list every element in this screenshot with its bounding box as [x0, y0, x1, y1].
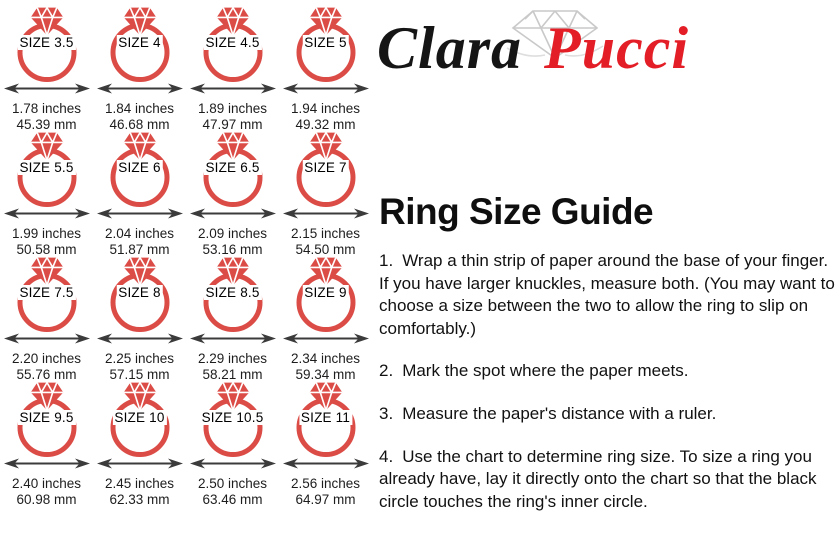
ring-illustration: [96, 381, 184, 457]
diamond-icon: [121, 381, 158, 412]
ring-inches: 2.45 inches: [104, 476, 175, 491]
diameter-arrow-icon: [97, 332, 183, 345]
guide-panel: [377, 0, 835, 511]
ring-illustration: [96, 256, 184, 332]
ring-measurements: [291, 101, 360, 132]
ring-mm: 45.39 mm: [16, 116, 77, 132]
diameter-arrow-icon: [283, 82, 369, 95]
diameter-arrow-icon: [97, 207, 183, 220]
ring-size-cell: [0, 131, 93, 257]
ring-mm: 50.58 mm: [16, 241, 77, 257]
ring-mm: 47.97 mm: [202, 116, 263, 132]
ring-size-label: SIZE 11: [300, 410, 351, 425]
ring-measurements: [12, 351, 81, 382]
ring-measurements: [291, 351, 360, 382]
ring-inches: 2.50 inches: [197, 476, 268, 491]
diameter-arrow-icon: [4, 332, 90, 345]
ring-illustration: [282, 6, 370, 82]
ring-size-label: SIZE 5.5: [19, 160, 74, 175]
ring-inches: 2.20 inches: [11, 351, 82, 366]
ring-inches: 1.94 inches: [290, 101, 361, 116]
ring-size-label: SIZE 10.5: [201, 410, 264, 425]
diameter-arrow-icon: [4, 82, 90, 95]
ring-size-cell: [186, 256, 279, 382]
ring-size-label: SIZE 7.5: [19, 285, 74, 300]
ring-size-label: SIZE 10: [114, 410, 165, 425]
diamond-icon: [307, 381, 344, 412]
ring-mm: 60.98 mm: [16, 491, 77, 507]
step-number: 3.: [379, 404, 394, 424]
diameter-arrow-icon: [283, 332, 369, 345]
ring-inches: 2.34 inches: [290, 351, 361, 366]
step-number: 2.: [379, 361, 394, 381]
ring-size-cell: [279, 256, 372, 382]
ring-measurements: [291, 476, 360, 507]
diameter-arrow-icon: [190, 457, 276, 470]
ring-size-label: SIZE 4: [118, 35, 161, 50]
instruction-step: [379, 250, 835, 340]
brand-name-first: Clara: [377, 15, 523, 81]
diameter-arrow-icon: [4, 207, 90, 220]
ring-illustration: [189, 6, 277, 82]
ring-inches: 1.84 inches: [104, 101, 175, 116]
ring-size-label: SIZE 6: [118, 160, 161, 175]
ring-size-label: SIZE 7: [304, 160, 347, 175]
ring-illustration: [189, 381, 277, 457]
diamond-icon: [121, 6, 158, 37]
ring-mm: 63.46 mm: [202, 491, 263, 507]
ring-mm: 55.76 mm: [16, 366, 77, 382]
ring-size-cell: [93, 131, 186, 257]
ring-size-label: SIZE 5: [304, 35, 347, 50]
diamond-icon: [307, 6, 344, 37]
diamond-icon: [307, 131, 344, 162]
ring-mm: 58.21 mm: [202, 366, 263, 382]
ring-measurements: [105, 226, 174, 257]
diamond-icon: [307, 256, 344, 287]
ring-size-label: SIZE 9.5: [19, 410, 74, 425]
ring-illustration: [3, 381, 91, 457]
diamond-icon: [121, 256, 158, 287]
ring-measurements: [105, 476, 174, 507]
diamond-icon: [214, 6, 251, 37]
ring-measurements: [198, 101, 267, 132]
brand-logo: [377, 0, 835, 110]
ring-measurements: [198, 476, 267, 507]
ring-size-grid: [0, 6, 374, 507]
ring-size-cell: [186, 6, 279, 132]
ring-illustration: [189, 131, 277, 207]
step-number: 1.: [379, 251, 394, 270]
ring-mm: 53.16 mm: [202, 241, 263, 257]
diameter-arrow-icon: [190, 332, 276, 345]
diamond-icon: [121, 131, 158, 162]
ring-mm: 62.33 mm: [109, 491, 170, 507]
ring-size-cell: [93, 381, 186, 507]
ring-measurements: [198, 351, 267, 382]
diameter-arrow-icon: [4, 457, 90, 470]
ring-illustration: [3, 6, 91, 82]
instruction-list: [379, 250, 835, 533]
ring-inches: 1.78 inches: [11, 101, 82, 116]
ring-size-cell: [0, 256, 93, 382]
diamond-icon: [28, 256, 65, 287]
ring-measurements: [12, 226, 81, 257]
ring-illustration: [96, 131, 184, 207]
ring-size-cell: [186, 131, 279, 257]
ring-mm: 64.97 mm: [295, 491, 356, 507]
diamond-icon: [214, 131, 251, 162]
ring-size-label: SIZE 9: [304, 285, 347, 300]
ring-size-cell: [279, 381, 372, 507]
instruction-step: [379, 360, 835, 383]
ring-illustration: [282, 381, 370, 457]
ring-measurements: [12, 476, 81, 507]
ring-size-cell: [279, 6, 372, 132]
brand-name-second: Pucci: [544, 15, 689, 81]
ring-size-cell: [0, 381, 93, 507]
ring-size-cell: [279, 131, 372, 257]
ring-size-cell: [93, 256, 186, 382]
ring-inches: 1.89 inches: [197, 101, 268, 116]
step-text: Use the chart to determine ring size. To size a ring you already have, lay it directly onto the chart so that the black circle touches the ring's inner circle.: [379, 446, 817, 511]
ring-inches: 1.99 inches: [11, 226, 82, 241]
diameter-arrow-icon: [283, 457, 369, 470]
ring-illustration: [189, 256, 277, 332]
step-text: Wrap a thin strip of paper around the base of your finger. If you have larger knuckles, measure both. (You may want to choose a size between the two to allow the ring to slip on comfortably.): [379, 251, 835, 338]
ring-inches: 2.09 inches: [197, 226, 268, 241]
step-text: Mark the spot where the paper meets.: [402, 361, 689, 381]
ring-illustration: [3, 131, 91, 207]
ring-size-label: SIZE 8: [118, 285, 161, 300]
diameter-arrow-icon: [283, 207, 369, 220]
ring-inches: 2.15 inches: [290, 226, 361, 241]
ring-inches: 2.29 inches: [197, 351, 268, 366]
diamond-icon: [214, 256, 251, 287]
ring-illustration: [282, 131, 370, 207]
ring-measurements: [198, 226, 267, 257]
ring-measurements: [12, 101, 81, 132]
diameter-arrow-icon: [190, 82, 276, 95]
ring-illustration: [3, 256, 91, 332]
ring-size-label: SIZE 8.5: [205, 285, 260, 300]
diamond-icon: [28, 6, 65, 37]
diamond-icon: [28, 131, 65, 162]
diamond-icon: [214, 381, 251, 412]
ring-size-cell: [0, 6, 93, 132]
ring-size-label: SIZE 6.5: [205, 160, 260, 175]
ring-size-label: SIZE 4.5: [205, 35, 260, 50]
ring-inches: 2.40 inches: [11, 476, 82, 491]
ring-mm: 49.32 mm: [295, 116, 356, 132]
step-number: 4.: [379, 446, 394, 466]
ring-illustration: [282, 256, 370, 332]
diameter-arrow-icon: [97, 82, 183, 95]
ring-measurements: [105, 101, 174, 132]
ring-illustration: [96, 6, 184, 82]
diameter-arrow-icon: [97, 457, 183, 470]
ring-mm: 59.34 mm: [295, 366, 356, 382]
step-text: Measure the paper's distance with a ruler.: [402, 404, 717, 424]
ring-inches: 2.56 inches: [290, 476, 361, 491]
ring-mm: 54.50 mm: [295, 241, 356, 257]
diameter-arrow-icon: [190, 207, 276, 220]
ring-mm: 57.15 mm: [109, 366, 170, 382]
brand-name: [377, 14, 689, 83]
ring-mm: 51.87 mm: [109, 241, 170, 257]
ring-measurements: [105, 351, 174, 382]
ring-mm: 46.68 mm: [109, 116, 170, 132]
instruction-step: [379, 446, 835, 514]
ring-measurements: [291, 226, 360, 257]
instruction-step: [379, 403, 835, 426]
ring-size-cell: [93, 6, 186, 132]
ring-inches: 2.04 inches: [104, 226, 175, 241]
ring-size-cell: [186, 381, 279, 507]
diamond-icon: [28, 381, 65, 412]
ring-inches: 2.25 inches: [104, 351, 175, 366]
ring-size-label: SIZE 3.5: [19, 35, 74, 50]
page-title: Ring Size Guide: [379, 191, 654, 232]
